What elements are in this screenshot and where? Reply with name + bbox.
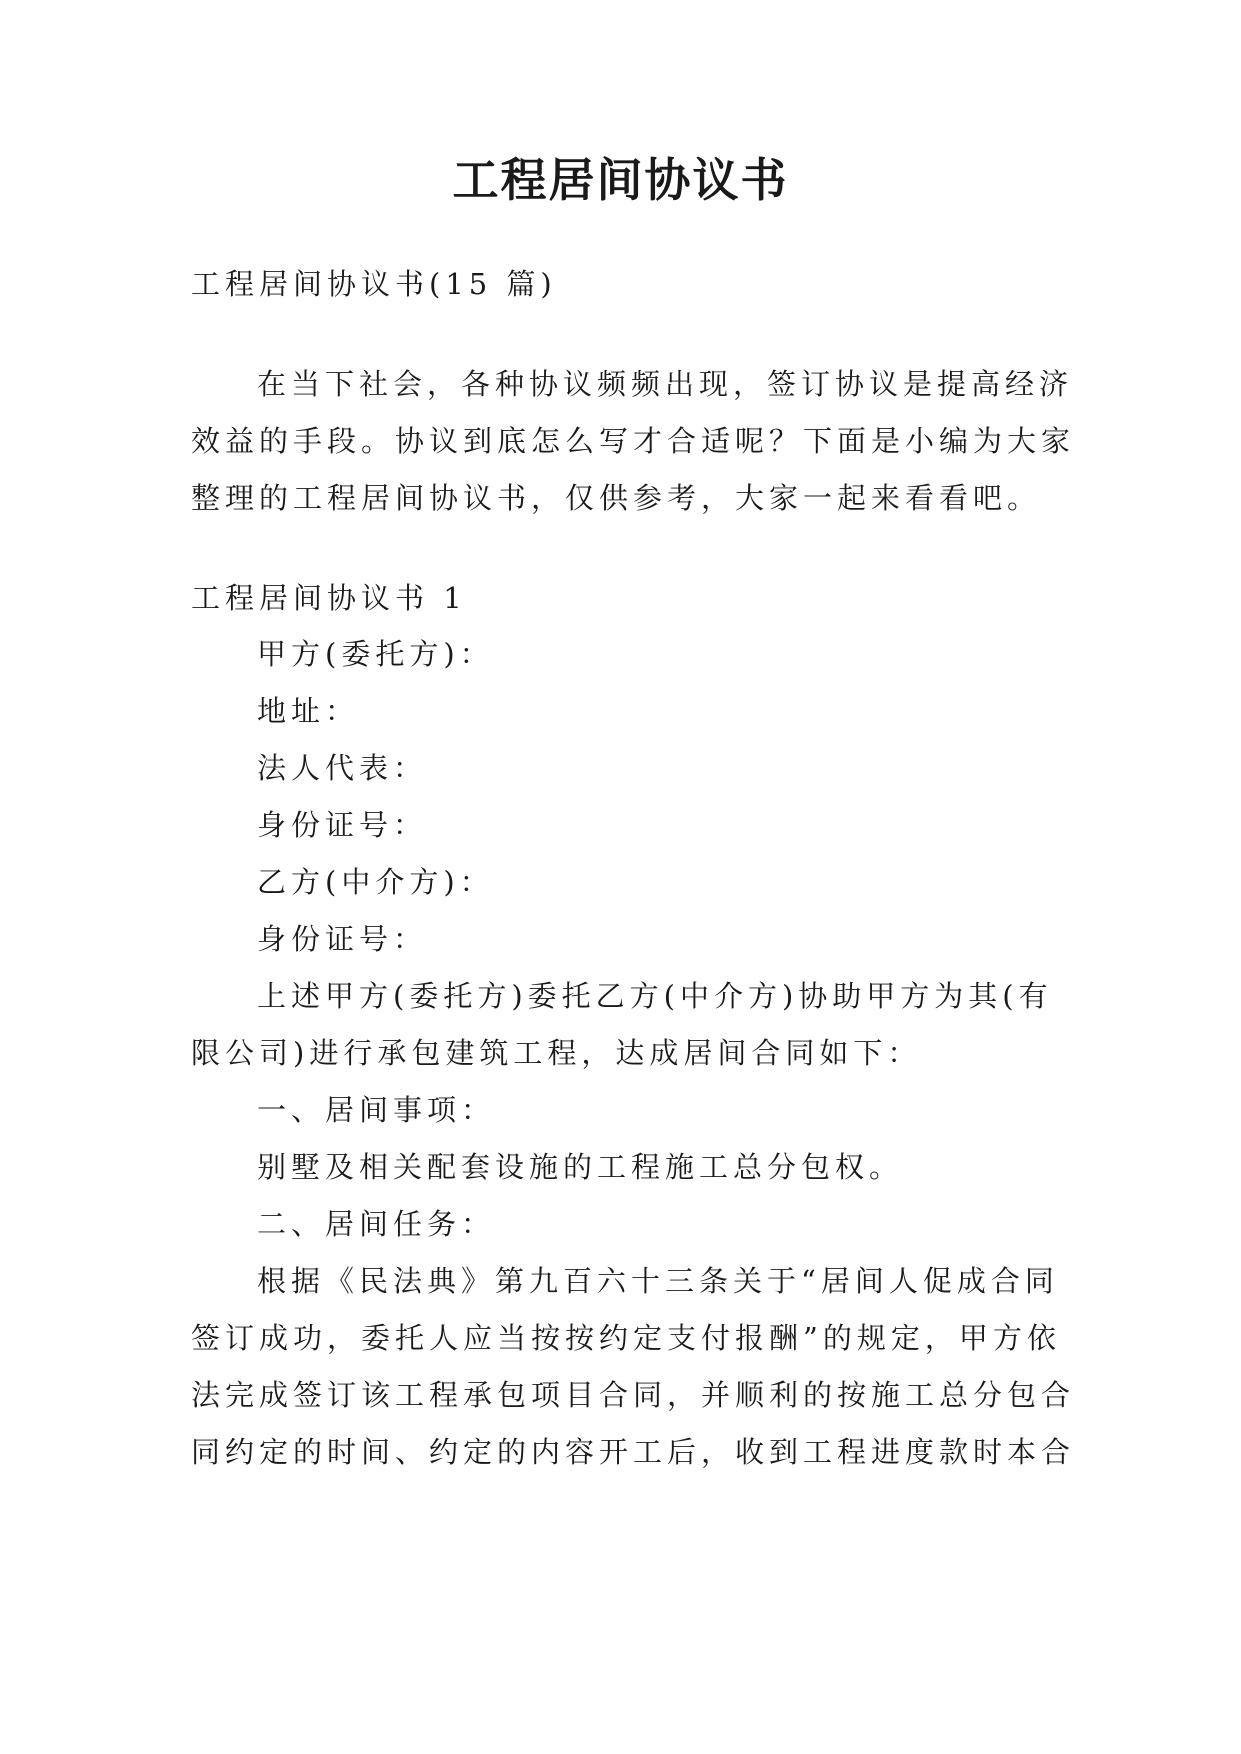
section-heading: 工程居间协议书 1 <box>191 581 467 615</box>
document-title: 工程居间协议书 <box>452 153 789 207</box>
item2-line-1: 根据《民法典》第九百六十三条关于“居间人促成合同 <box>257 1264 1059 1298</box>
intro-line-2: 效益的手段。协议到底怎么写才合适呢？下面是小编为大家 <box>191 424 1076 458</box>
id-number-a-field: 身份证号： <box>257 808 428 842</box>
document-subtitle: 工程居间协议书(15 篇) <box>191 267 557 301</box>
intro-line-3: 整理的工程居间协议书，仅供参考，大家一起来看看吧。 <box>191 481 1042 515</box>
item2-line-4: 同约定的时间、约定的内容开工后，收到工程进度款时本合 <box>191 1435 1076 1469</box>
item1-body: 别墅及相关配套设施的工程施工总分包权。 <box>257 1150 904 1184</box>
party-b-field: 乙方(中介方)： <box>257 865 494 899</box>
preamble-line-2: 限公司)进行承包建筑工程，达成居间合同如下： <box>191 1036 922 1070</box>
legal-rep-field: 法人代表： <box>257 751 428 785</box>
address-field: 地址： <box>257 694 360 728</box>
id-number-b-field: 身份证号： <box>257 922 428 956</box>
item1-heading: 一、居间事项： <box>257 1093 496 1127</box>
party-a-field: 甲方(委托方)： <box>257 637 494 671</box>
item2-heading: 二、居间任务： <box>257 1207 496 1241</box>
item2-line-2: 签订成功，委托人应当按按约定支付报酬”的规定，甲方依 <box>191 1321 1061 1355</box>
item2-line-3: 法完成签订该工程承包项目合同，并顺利的按施工总分包合 <box>191 1378 1076 1412</box>
intro-line-1: 在当下社会，各种协议频频出现，签订协议是提高经济 <box>257 367 1074 401</box>
preamble-line-1: 上述甲方(委托方)委托乙方(中介方)协助甲方为其(有 <box>257 979 1053 1013</box>
